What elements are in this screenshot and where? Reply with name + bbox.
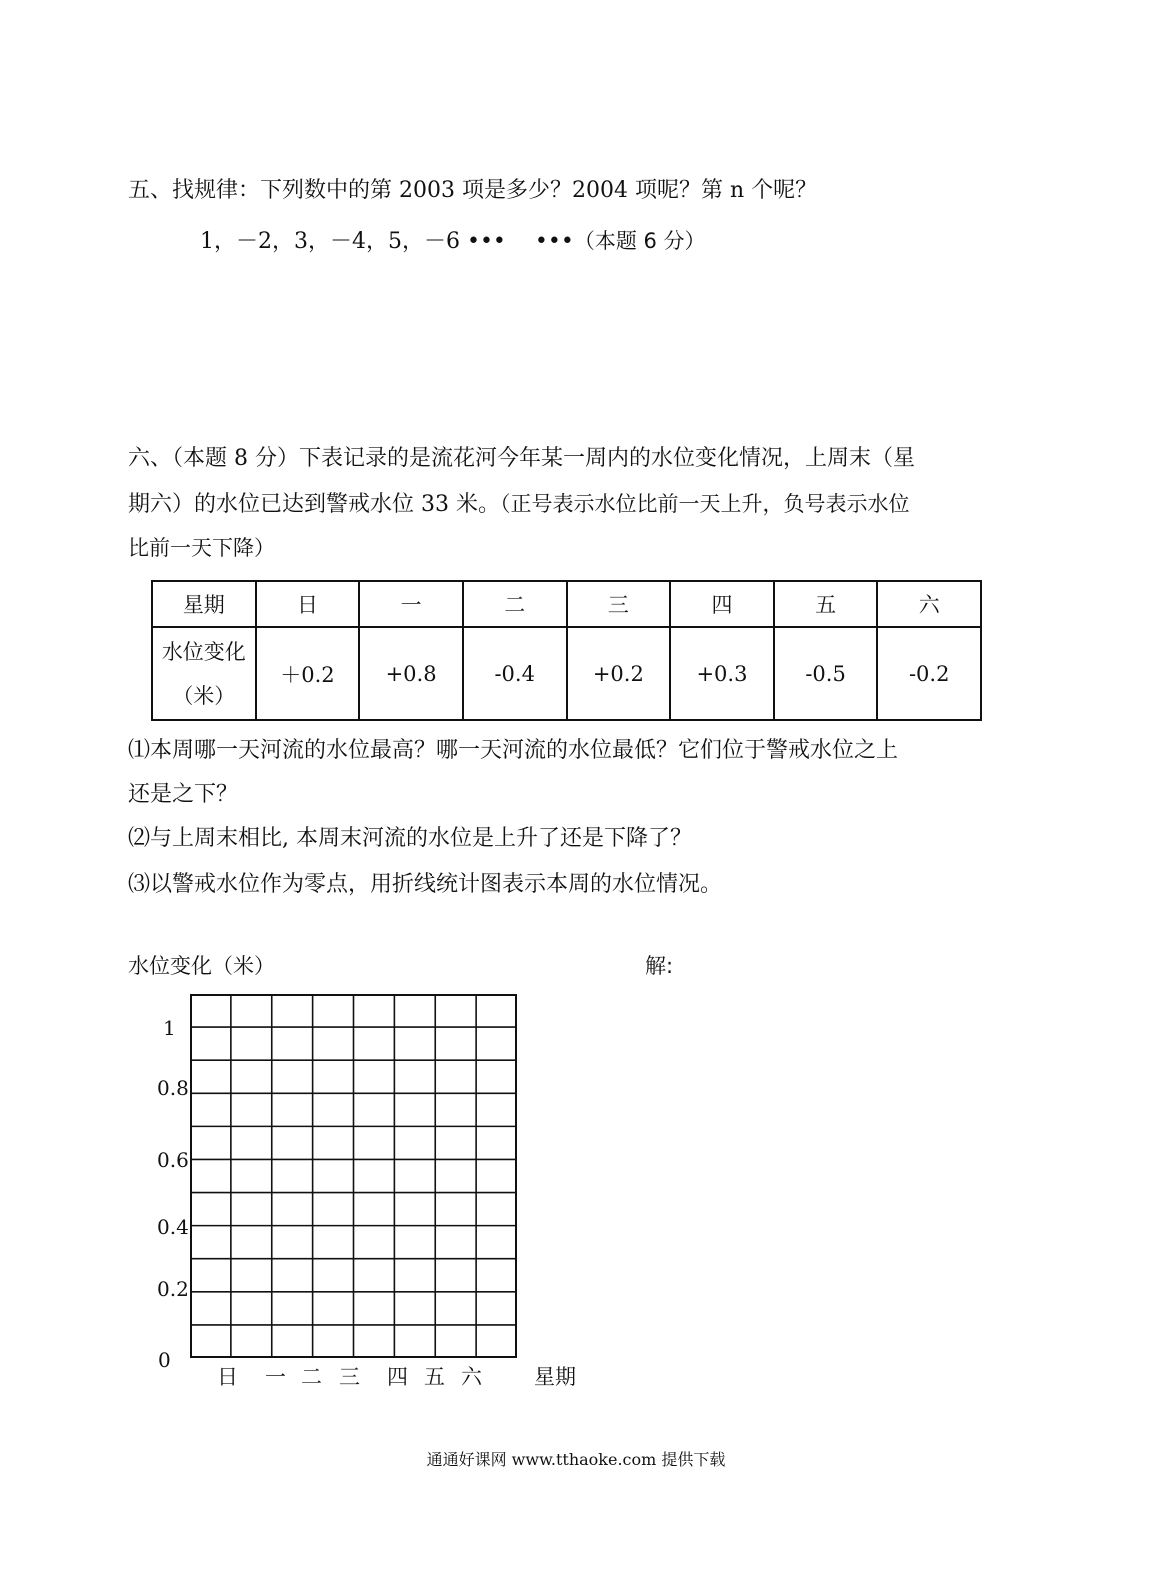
table-value-cell: -0.2 (877, 627, 981, 720)
footer-credit: 通通好课网 www.tthaoke.com 提供下载 (426, 1450, 726, 1469)
table-day-cell: 日 (256, 581, 360, 627)
x-tick-label: 日 (217, 1365, 238, 1389)
x-tick-label: 四 (387, 1365, 408, 1389)
table-header-label: 星期 (152, 581, 256, 627)
y-tick-label: 0.2 (157, 1277, 189, 1301)
table-day-cell: 三 (567, 581, 671, 627)
y-tick-label: 0.8 (157, 1076, 189, 1100)
q6-line1-text: 六、（本题 8 分）下表记录的是流花河今年某一周内的水位变化情况，上周末（星 (128, 446, 915, 471)
table-day-cell: 五 (774, 581, 878, 627)
q6-sub2: ⑵与上周末相比, 本周末河流的水位是上升了还是下降了？ (128, 826, 692, 851)
q6-line2-b: （正号表示水位比前一天上升，负号表示水位 (499, 492, 910, 516)
q5-points: （本题 6 分） (573, 229, 706, 253)
table-values-row (152, 627, 981, 720)
solution-label: 解: (645, 954, 674, 978)
x-tick-label: 二 (301, 1365, 322, 1389)
blank-grid (190, 994, 517, 1358)
table-day-cell: 一 (359, 581, 463, 627)
table-day-cell: 二 (463, 581, 567, 627)
water-level-table (151, 580, 982, 721)
q6-line2-a: 期六）的水位已达到警戒水位 33 米。 (128, 492, 500, 517)
table-day-cell: 六 (877, 581, 981, 627)
table-row-label (152, 627, 256, 720)
q5-sequence-line (200, 224, 706, 255)
y-tick-label: 0.6 (157, 1148, 189, 1172)
table-header-row (152, 581, 981, 627)
x-axis-label: 星期 (534, 1365, 576, 1389)
table-value-cell: +0.8 (359, 627, 463, 720)
table-value-cell: ＋0.2 (256, 627, 360, 720)
q6-line3: 比前一天下降） (128, 536, 275, 560)
table-value-cell: +0.3 (670, 627, 774, 720)
x-tick-label: 三 (339, 1365, 360, 1389)
x-tick-label: 五 (424, 1365, 445, 1389)
graph-y-label: 水位变化（米） (128, 954, 275, 978)
q5-title: 五、找规律：下列数中的第 2003 项是多少？2004 项呢？第 n 个呢？ (128, 178, 818, 203)
q6-line2 (128, 487, 909, 518)
q6-line1 (128, 441, 915, 472)
q6-sub1-a: ⑴本周哪一天河流的水位最高？哪一天河流的水位最低？它们位于警戒水位之上 (128, 738, 899, 763)
table-day-cell: 四 (670, 581, 774, 627)
y-tick-label: 0.4 (157, 1215, 189, 1239)
q6-sub3: ⑶以警戒水位作为零点，用折线统计图表示本周的水位情况。 (128, 872, 723, 897)
table-value-cell: -0.4 (463, 627, 567, 720)
y-tick-label: 1 (163, 1016, 176, 1040)
q6-sub1-b: 还是之下？ (128, 782, 239, 807)
table-row-label-1: 水位变化 (161, 639, 246, 664)
q5-sequence: 1，－2，3，－4，5，－6 ••• ••• (200, 229, 574, 254)
table-value-cell: +0.2 (567, 627, 671, 720)
table-value-cell: -0.5 (774, 627, 878, 720)
x-tick-label: 一 (265, 1365, 286, 1389)
x-tick-label: 六 (461, 1365, 482, 1389)
table-row-label-2: （米） (172, 683, 236, 708)
y-tick-label: 0 (158, 1348, 171, 1372)
